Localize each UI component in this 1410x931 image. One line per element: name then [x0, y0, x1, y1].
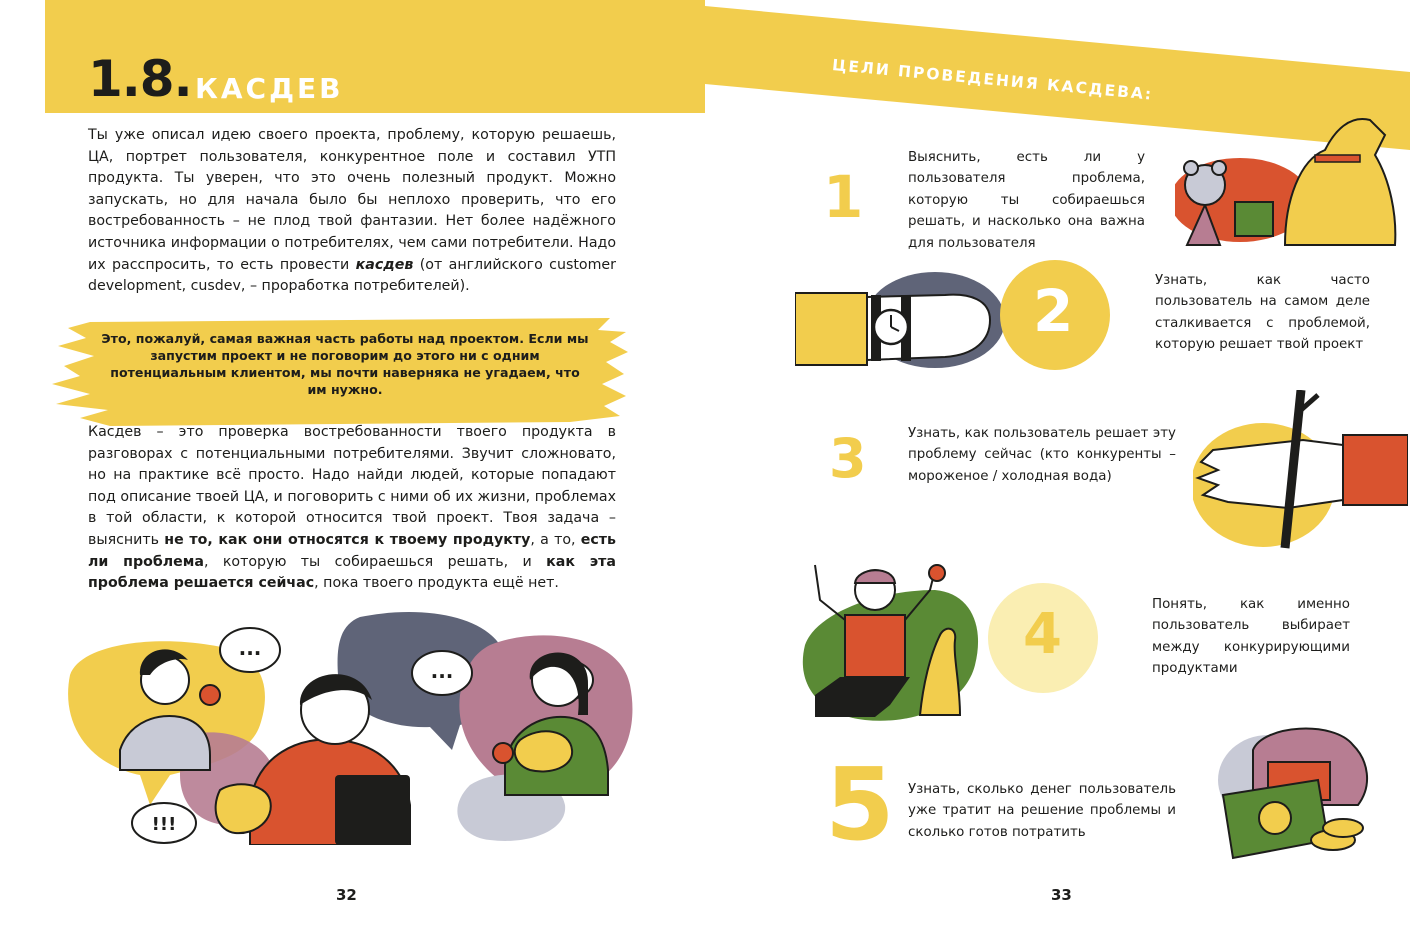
goal-number-2: 2 [1033, 277, 1074, 345]
goals-title: ЦЕЛИ ПРОВЕДЕНИЯ КАСДЕВА: [831, 56, 1154, 104]
conversation-illustration [60, 605, 660, 845]
boy-and-dog-illustration [795, 545, 995, 735]
goal-number-4: 4 [1023, 602, 1062, 667]
main-text-1: Касдев – это проверка востребованности твоего продукта в разговорах с потенциальными потребителями. Звучит сложновато, но на практике всё просто. Надо найди людей, которые попадают под описание твоей ЦА, и поговорить с ними об их жизни, проблемах в той области, к которой относится твой проект. Твоя задача – выяснить [88, 424, 616, 548]
main-bold-3: как эта проблема решается сейчас [88, 553, 616, 592]
goal-text-2: Узнать, как часто пользователь на самом деле сталкивается с проблемой, которую решает твой проект [1155, 273, 1370, 353]
dots-text-1: ... [238, 636, 262, 660]
main-bold-2: есть ли проблема [88, 531, 616, 570]
goal-text-4: Понять, как именно пользователь выбирает между конкурирующими продуктами [1152, 597, 1350, 677]
exclaim-text: !!! [151, 814, 177, 835]
page-number: 33 [1051, 886, 1072, 904]
dots-text-2: ... [430, 659, 454, 683]
piggy-bank-money-illustration [1213, 710, 1383, 860]
dog-right [515, 731, 572, 771]
person-left-ball [200, 685, 220, 705]
goal-number-3: 3 [829, 427, 867, 490]
main-paragraph [88, 422, 616, 595]
page-number: 32 [336, 886, 357, 904]
intro-paragraph [88, 125, 616, 298]
intro-text-2: (от английского customer development, cusdev, – проработка потребителей). [88, 256, 616, 295]
section-title: КАСДЕВ [195, 72, 344, 105]
hand-with-stick-illustration [1193, 390, 1408, 550]
key-quote: Это, пожалуй, самая важная часть работы над проектом. Если мы запустим проект и не поговорим до этого ни с одним потенциальным клиентом, мы почти наверняка не угадаем, что им нужно. [101, 331, 589, 397]
intro-text-1: Ты уже описал идею своего проекта, проблему, которую решаешь, ЦА, портрет пользователя, конкурентное поле и составил УТП продукта. Ты уверен, что это очень полезный продукт. Можно запускать, но для начала было бы неплохо проверить, что его востребованность – не плод твой фантазии. Нет более надёжного источника информации о потребителях, чем сами потребители. Надо их расспросить, то есть провести [88, 127, 616, 273]
goal-text-5: Узнать, сколько денег пользователь уже тратит на решение проблемы и сколько готов потратить [908, 782, 1176, 840]
goal-number-5: 5 [825, 746, 895, 863]
main-text-3: , которую ты собираешься решать, и [203, 553, 547, 570]
main-bold-1: не то, как они относятся к твоему продукту [164, 531, 531, 548]
notepad [335, 775, 410, 845]
toys-and-dog-illustration [1175, 100, 1410, 250]
intro-term: касдев [355, 256, 414, 273]
goal-text-1: Выяснить, есть ли у пользователя проблема, которую ты собираешься решать, и насколько она важна для пользователя [908, 150, 1145, 251]
goal-text-3: Узнать, как пользователь решает эту проблему сейчас (кто конкуренты – мороженое / холодная вода) [908, 426, 1176, 484]
section-number: 1.8. [88, 50, 192, 108]
main-text-4: , пока твоего продукта ещё нет. [314, 575, 559, 592]
right-page [705, 0, 1410, 931]
main-text-2: , а то, [530, 531, 581, 548]
person-right-ball [493, 743, 513, 763]
goal-number-1: 1 [823, 163, 864, 231]
